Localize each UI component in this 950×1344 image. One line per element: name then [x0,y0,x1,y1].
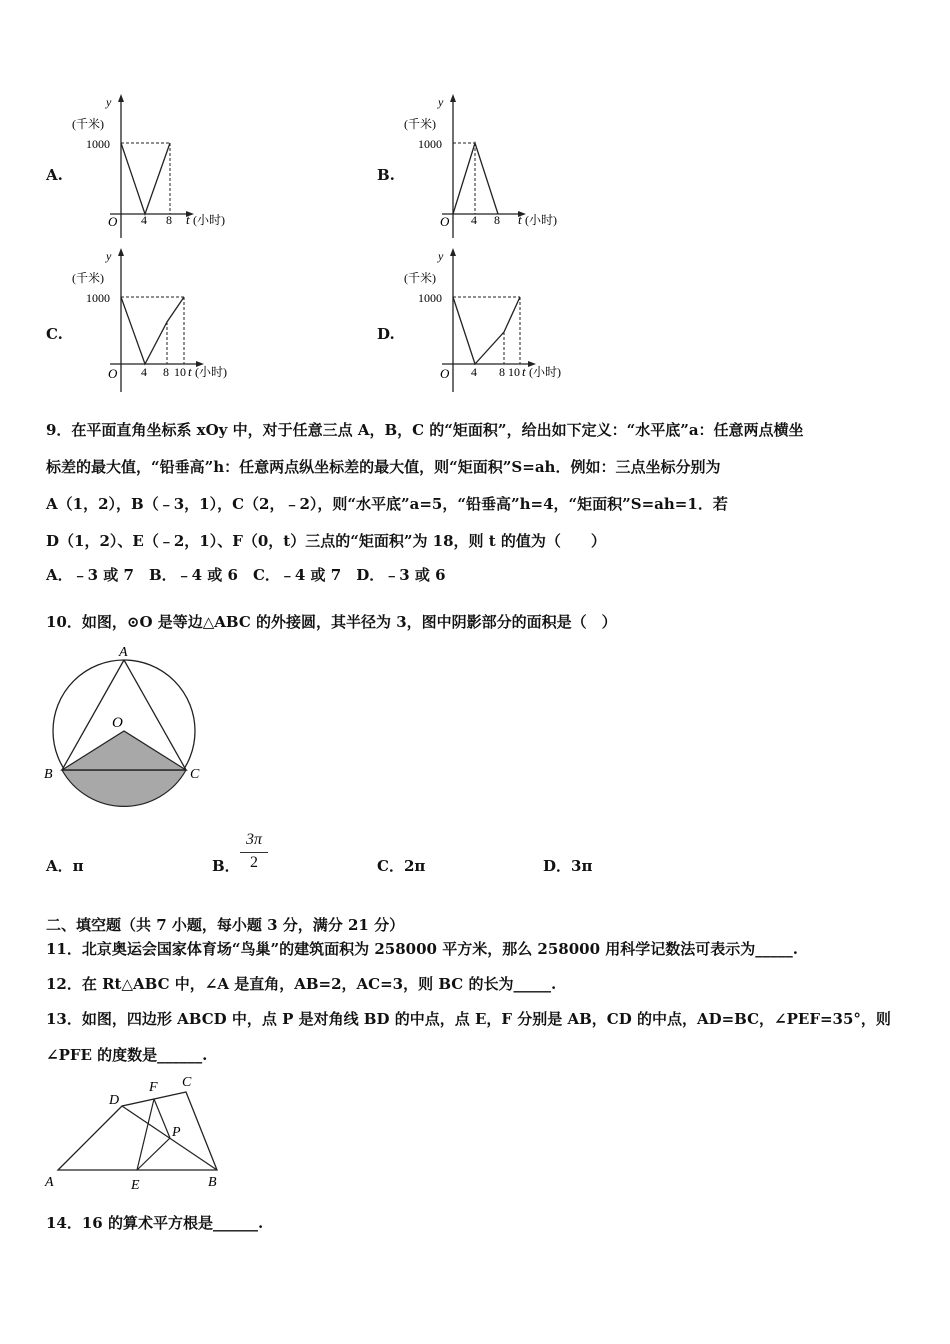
x-tick-4: 4 [141,365,147,379]
x-unit: (小时) [529,365,561,379]
origin-label: O [440,214,450,229]
q13-line2: ∠PFE 的度数是______. [46,1046,208,1064]
x-tick-8: 8 [163,365,169,379]
midpoint-p-label: P [172,1125,181,1140]
y-tick-1000: 1000 [86,291,110,305]
option-b-label: B. [377,166,395,184]
x-unit: (小时) [525,213,557,227]
x-tick-10: 10 [508,365,520,379]
q9-options: A．﹣3 或 7 B．﹣4 或 6 C．﹣4 或 7 D．﹣3 或 6 [46,566,446,584]
y-tick-1000: 1000 [418,137,442,151]
q13-line1: 13．如图，四边形 ABCD 中，点 P 是对角线 BD 的中点，点 E，F 分别是 AB，CD 的中点，AD=BC，∠PEF=35°，则 [46,1010,891,1028]
q9-line4: D（1，2）、E（﹣2，1）、F（0，t）三点的“矩面积”为 18，则 t 的值为（ ） [46,532,606,550]
y-axis-letter: y [106,249,112,263]
y-tick-1000: 1000 [86,137,110,151]
y-axis-letter: y [106,95,112,109]
q10-option-b-fraction [240,830,268,873]
x-axis-letter: t [518,212,522,227]
q10-option-c: C．2π [377,857,426,875]
q10-option-d: D．3π [543,857,593,875]
y-unit: (千米) [72,271,104,285]
x-axis-letter: t [186,212,190,227]
option-d-label: D. [377,325,395,343]
vertex-c-label: C [182,1075,192,1090]
x-axis-letter: t [188,364,192,379]
x-tick-10: 10 [174,365,186,379]
option-a-label: A. [46,166,63,184]
origin-label: O [108,366,118,381]
y-axis-letter: y [438,95,444,109]
y-axis-letter: y [438,249,444,263]
graph-d [392,242,592,392]
y-unit: (千米) [404,271,436,285]
x-tick-8: 8 [166,213,172,227]
x-tick-4: 4 [471,365,477,379]
option-c-label: C. [46,325,63,343]
x-axis-letter: t [522,364,526,379]
q10-option-b-label: B． [212,857,240,875]
q9-line2: 标差的最大值，“铅垂高”h：任意两点纵坐标差的最大值，则“矩面积”S=ah．例如：三点坐标分别为 [46,458,721,476]
q10-circle-figure [40,640,210,810]
vertex-a-label: A [45,1175,54,1190]
x-tick-4: 4 [471,213,477,227]
vertex-c-label: C [190,767,200,782]
midpoint-f-label: F [149,1080,158,1095]
y-unit: (千米) [72,117,104,131]
q9-line1: 9．在平面直角坐标系 xOy 中，对于任意三点 A，B，C 的“矩面积”，给出如下定义：“水平底”a：任意两点横坐 [46,421,804,439]
origin-label: O [440,366,450,381]
q14: 14．16 的算术平方根是______. [46,1214,264,1232]
q9-line3: A（1，2），B（﹣3，1），C（2，﹣2），则“水平底”a=5，“铅垂高”h=4，“矩面积”S=ah=1．若 [46,495,728,513]
x-tick-8: 8 [499,365,505,379]
fraction-numerator: 3π [245,831,262,848]
q12: 12．在 Rt△ABC 中，∠A 是直角，AB=2，AC=3，则 BC 的长为_____. [46,975,557,993]
center-o-label: O [112,715,123,731]
q13-quadrilateral-figure [40,1072,230,1194]
midpoint-e-label: E [131,1178,140,1193]
vertex-a-label: A [119,645,128,660]
y-unit: (千米) [404,117,436,131]
y-tick-1000: 1000 [418,291,442,305]
q11: 11．北京奥运会国家体育场“鸟巢”的建筑面积为 258000 平方米，那么 258000 用科学记数法可表示为_____. [46,940,798,958]
graph-c [60,242,260,392]
q10-option-a: A．π [46,857,84,875]
x-tick-4: 4 [141,213,147,227]
origin-label: O [108,214,118,229]
vertex-b-label: B [44,767,53,782]
graph-b [392,88,592,238]
x-unit: (小时) [193,213,225,227]
q10-stem: 10．如图，⊙O 是等边△ABC 的外接圆，其半径为 3，图中阴影部分的面积是（ ） [46,613,617,631]
vertex-b-label: B [208,1175,217,1190]
fraction-denominator: 2 [250,854,258,871]
section-2-heading: 二、填空题（共 7 小题，每小题 3 分，满分 21 分） [46,916,405,934]
vertex-d-label: D [109,1093,120,1108]
x-tick-8: 8 [494,213,500,227]
graph-a [60,88,260,238]
x-unit: (小时) [195,365,227,379]
